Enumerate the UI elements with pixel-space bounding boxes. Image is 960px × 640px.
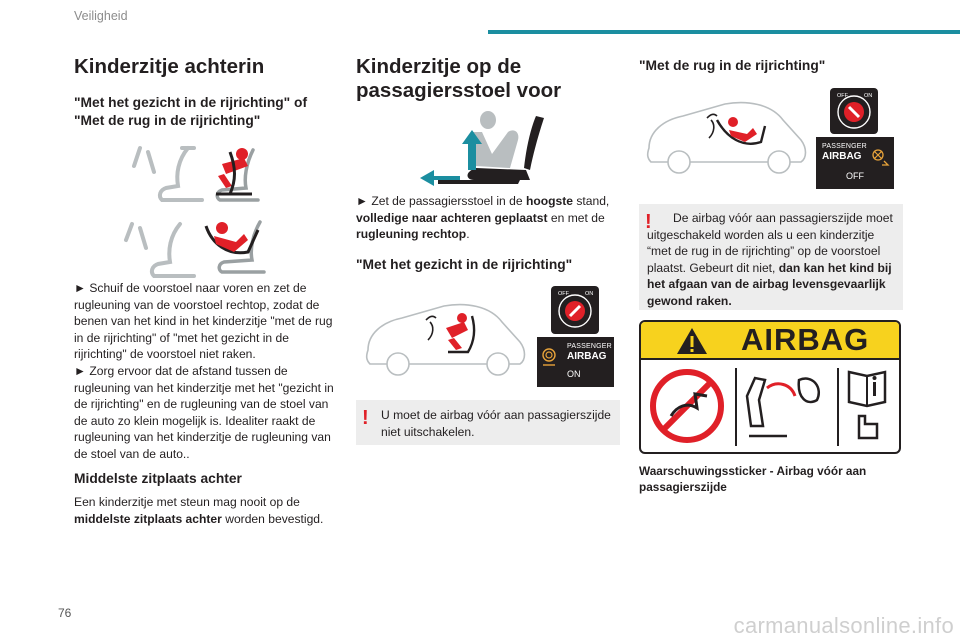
warning-rear-normal: De airbag vóór aan passagierszijde moet uitgeschakeld worden als u een kinderzitje “met de rug in de rijrichting” op de voorstoel plaatst. Gebeurt dit niet, (647, 211, 893, 275)
sticker-pictograms (647, 366, 897, 450)
airbag-off-passenger: PASSENGER (822, 143, 867, 150)
heading-forward-facing: "Met het gezicht in de rijrichting" (356, 257, 573, 272)
airbag-on-state: ON (567, 369, 581, 379)
warning-box-rear-facing (639, 204, 903, 310)
seat-position-illustration (420, 110, 550, 190)
airbag-warning-sticker (639, 320, 901, 454)
instr-b2: volledige naar achteren geplaatst (356, 210, 548, 225)
heading-front-seat-line1: Kinderzitje op de (356, 55, 522, 78)
page-number: 76 (58, 606, 72, 620)
heading-rear-child-seat: Kinderzitje achterin (74, 55, 265, 78)
sticker-airbag-title: AIRBAG (741, 322, 870, 357)
airbag-on-passenger: PASSENGER (567, 343, 612, 350)
svg-text:OFF: OFF (837, 93, 848, 99)
header-section-title: Veiligheid (74, 9, 128, 23)
instr-end: . (466, 227, 470, 242)
warning-rear-facing-text (647, 210, 895, 310)
instruction-seat-position (356, 193, 620, 243)
heading-middle-seat: Middelste zitplaats achter (74, 471, 242, 486)
middle-seat-section (74, 470, 336, 527)
airbag-on-airbag: AIRBAG (567, 351, 607, 362)
instr-b1: hoogste (525, 194, 573, 208)
column-rear-seat (74, 55, 336, 130)
footer-watermark-url: carmanualsonline.info (733, 613, 954, 638)
svg-text:ON: ON (864, 93, 873, 99)
instruction-move-front-seat: ► Schuif de voorstoel naar voren en zet de rugleuning van de voorstoel rechtop, zodat de benen van het kind in het kinderzitje "met de rug in de rijrichting" of "met het gezicht in de rijrichting" de voorstoel niet raken. (74, 281, 333, 362)
passenger-airbag-switch-icon (551, 286, 599, 334)
heading-front-seat-line2: passagiersstoel voor (356, 79, 562, 102)
instr-mid2: en met de (547, 210, 605, 225)
airbag-disabled-icon (870, 147, 890, 169)
heading-rear-facing: "Met de rug in de rijrichting" (639, 58, 826, 73)
header-accent-bar (488, 30, 960, 34)
instruction-distance: ► Zorg ervoor dat de afstand tussen de rugleuning van het kinderzitje met het "gezicht in de rijrichting" en de rugleuning van de stoel van de auto zo klein mogelijk is. Idealiter raakt de rugleuning van het kinderzitje de rugleuning van de stoel van de auto.. (74, 363, 334, 461)
instr-mid: stand, (572, 194, 610, 208)
column-front-seat (356, 55, 620, 103)
warning-exclamation-icon: ! (362, 407, 369, 429)
car-forward-facing-illustration (362, 300, 532, 378)
col1-text-block (74, 280, 336, 463)
manual-book-icon (849, 372, 885, 438)
rear-seat-illustration (118, 140, 278, 280)
airbag-person-icon (541, 345, 561, 367)
airbag-off-airbag: AIRBAG (822, 151, 862, 162)
warning-triangle-icon (675, 326, 709, 356)
middle-seat-text-pre: Een kinderzitje met steun mag nooit op de (74, 495, 300, 509)
airbag-on-label (537, 337, 614, 387)
subheading-orientation: "Met het gezicht in de rijrichting" of "Met de rug in de rijrichting" (74, 95, 308, 128)
warning-box-front-airbag (356, 400, 620, 445)
passenger-airbag-switch-off-icon (830, 88, 878, 134)
car-rear-facing-illustration (643, 98, 813, 176)
middle-seat-text-post: worden bevestigd. (221, 511, 324, 526)
svg-text:ON: ON (585, 291, 594, 297)
warning-exclamation-icon: ! (645, 211, 652, 233)
airbag-off-label (816, 137, 894, 189)
warning-rear-bold: dan kan het kind bij het afgaan van de airbag levensgevaarlijk gewond raken. (647, 260, 892, 308)
airbag-deploy-icon (747, 378, 819, 436)
middle-seat-text-bold: middelste zitplaats achter (74, 511, 222, 526)
svg-text:OFF: OFF (558, 291, 569, 297)
instr-pre: ► Zet de passagiersstoel in de (356, 194, 526, 208)
warning-text: U moet de airbag vóór aan passagierszijde niet uitschakelen. (381, 408, 611, 439)
airbag-off-state: OFF (846, 171, 864, 181)
sticker-caption: Waarschuwingssticker - Airbag vóór aan passagierszijde (639, 464, 867, 494)
instr-b3: rugleuning rechtop (356, 227, 467, 242)
front-seat-instruction (356, 193, 620, 243)
middle-seat-text (74, 494, 336, 527)
